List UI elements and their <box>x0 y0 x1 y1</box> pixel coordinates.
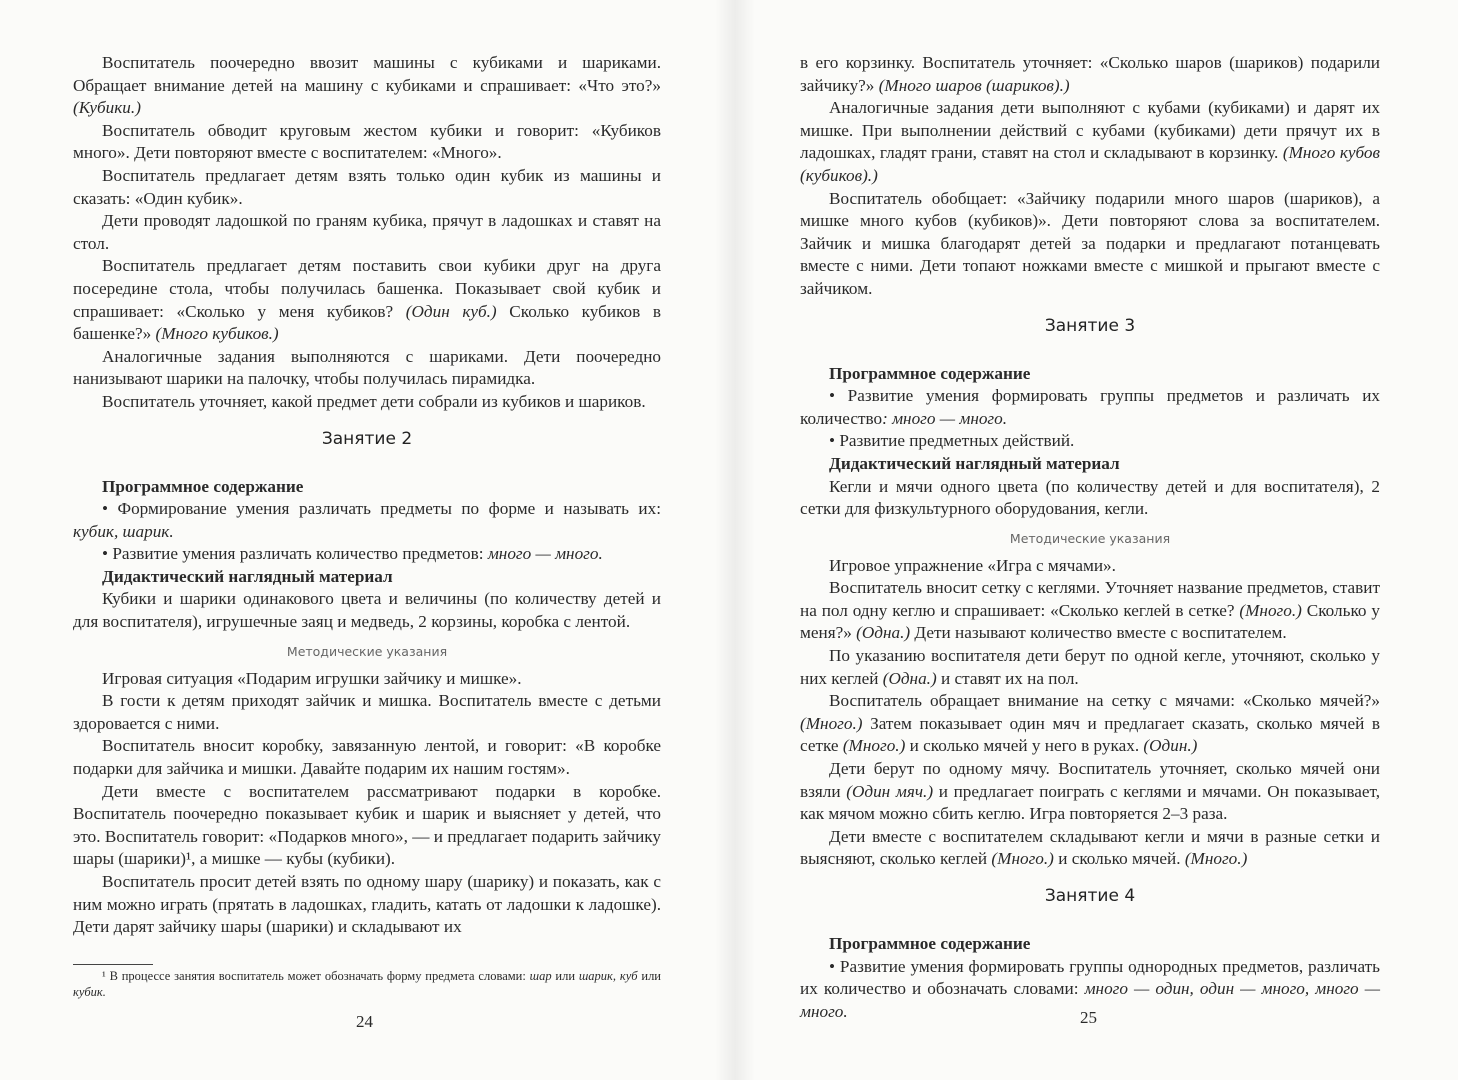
italic-text: (Одна.) <box>882 668 937 688</box>
italic-text: (Один мяч.) <box>846 781 934 801</box>
paragraph <box>800 97 1380 187</box>
section-heading <box>73 566 661 589</box>
text-run: Сколько у меня?» <box>800 600 1380 643</box>
paragraph-continued <box>800 52 1380 97</box>
text-run: и ставят их на пол. <box>936 668 1079 688</box>
text-run: Воспитатель просит детей взять по одному шару (шарику) и показать, как с ним можно играть (прятать в ладошках, гладить, катать от ладошки к ладошке). Дети дарят зайчику шары (шарики) и складывают их <box>73 872 661 937</box>
text-run: в его корзинку. Воспитатель уточняет: «Сколько шаров (шариков) подарили зайчику?» <box>800 53 1380 95</box>
italic-text: (Много.) <box>1184 849 1248 869</box>
italic-text: шар <box>529 969 552 983</box>
lesson-heading <box>800 885 1380 907</box>
paragraph <box>800 577 1380 645</box>
italic-text: много — один, один — много, много — много. <box>800 979 1380 1021</box>
text-run: ¹ В процессе занятия воспитатель может обозначать форму предмета словами: <box>102 969 530 983</box>
text-run: и сколько мячей. <box>1053 849 1185 869</box>
text-run: • Развитие умения формировать группы однородных предметов, различать их количество и обозначать словами: <box>800 956 1380 999</box>
text-run: Игровая ситуация «Подарим игрушки зайчику и мишке». <box>102 668 522 688</box>
lesson-heading <box>800 315 1380 337</box>
text-run: Воспитатель предлагает детям поставить свои кубики друг на друга посередине стола, чтобы получилась башенка. Показывает свой кубик и спрашивает: «Сколько у меня кубиков? <box>73 256 661 321</box>
paragraph <box>800 385 1380 430</box>
text-run: Воспитатель обобщает: «Зайчику подарили много шаров (шариков), а мишке много кубов (кубиков)». Дети повторяют слова за воспитателем. Зайчик и мишка благодарят детей за подарки и предлагают потанцевать вместе с ними. Дети топают ножками вместе с мишкой и прыгают вместе с зайчиком. <box>800 188 1380 298</box>
text-run: Аналогичные задания выполняются с шариками. Дети поочередно нанизывают шарики на палочку, чтобы получилась пирамидка. <box>73 346 661 389</box>
text-run: Аналогичные задания дети выполняют с кубами (кубиками) и дарят их мишке. При выполнении действий с кубами (кубиками) дети прячут их в ладошках, гладят грани, ставят на стол и складывают в корзинку. <box>800 98 1380 163</box>
italic-text: (Много.) <box>800 713 863 733</box>
paragraph <box>73 690 661 735</box>
italic-text: (Много кубов (кубиков).) <box>800 143 1380 185</box>
italic-text: : много — много. <box>882 408 1008 428</box>
paragraph <box>73 210 661 255</box>
text-run: Занятие 3 <box>1044 315 1136 336</box>
paragraph <box>800 430 1380 453</box>
page-right <box>800 52 1380 1023</box>
text-run: В гости к детям приходят зайчик и мишка. Воспитатель вместе с детьми здоровается с ними. <box>73 691 661 733</box>
paragraph <box>73 668 661 691</box>
text-run: Сколько кубиков в башенке?» <box>73 301 661 344</box>
italic-text: (Много.) <box>1239 600 1302 620</box>
paragraph <box>73 588 661 633</box>
text-run: Воспитатель обращает внимание на сетку с мячами: «Сколько мячей?» <box>829 691 1380 711</box>
paragraph <box>73 346 661 391</box>
text-run: Воспитатель предлагает детям взять только один кубик из машины и сказать: «Один кубик». <box>73 165 661 208</box>
section-heading <box>800 453 1380 476</box>
italic-text: (Один куб.) <box>405 301 497 321</box>
paragraph <box>73 781 661 871</box>
footnote-rule <box>73 964 153 965</box>
paragraph <box>73 120 661 165</box>
paragraph <box>73 165 661 210</box>
text-run: Программное содержание <box>829 363 1031 383</box>
text-run: или <box>551 969 579 983</box>
text-run: Методические указания <box>286 643 448 659</box>
text-run: Воспитатель вносит коробку, завязанную лентой, и говорит: «В коробке подарки для зайчика и мишки. Давайте подарим их нашим гостям». <box>73 736 661 779</box>
book-gutter <box>715 0 755 1080</box>
italic-text: кубик, шарик. <box>73 521 174 541</box>
section-heading <box>73 476 661 499</box>
paragraph <box>73 871 661 939</box>
text-run: • Развитие умения формировать группы предметов и различать их количество <box>800 386 1380 428</box>
footnote <box>73 968 661 1000</box>
text-run: Кубики и шарики одинакового цвета и величины (по количеству детей и для воспитателя), игрушечные заяц и медведь, 2 корзины, коробка с лентой. <box>73 589 661 632</box>
text-run: Дидактический наглядный материал <box>829 453 1120 473</box>
text-run: и сколько мячей у него в руках. <box>905 736 1144 756</box>
paragraph <box>73 735 661 780</box>
text-run: По указанию воспитателя дети берут по одной кегле, уточняют, сколько у них кеглей <box>800 646 1380 688</box>
text-run: Методические указания <box>1009 530 1171 546</box>
text-run: Воспитатель поочередно ввозит машины с кубиками и шариками. Обращает внимание детей на машину с кубиками и спрашивает: «Что это?» <box>73 53 661 95</box>
paragraph <box>73 52 661 120</box>
subsection-heading <box>800 529 1380 549</box>
text-run: Дети называют количество вместе с воспитателем. <box>910 623 1287 643</box>
paragraph <box>800 690 1380 758</box>
text-run: Воспитатель вносит сетку с кеглями. Уточняет название предметов, ставит на пол одну кеглю и спрашивает: «Сколько кеглей в сетке? <box>800 578 1380 620</box>
paragraph <box>800 645 1380 690</box>
page-number-left: 24 <box>356 1012 373 1031</box>
italic-text: (Один.) <box>1143 736 1198 756</box>
paragraph <box>800 188 1380 301</box>
text-run: • Формирование умения различать предметы по форме и называть их: <box>102 499 661 519</box>
text-run: Дети вместе с воспитателем рассматривают подарки в коробке. Воспитатель поочередно показывает кубик и шарик и выясняет у детей, что это. Воспитатель говорит: «Подарков много», — и предлагает подарить зайчику шары (шарики)¹, а мишке — кубы (кубики). <box>73 781 661 869</box>
section-heading <box>800 933 1380 956</box>
italic-text: (Много.) <box>842 736 906 756</box>
italic-text: шарик, куб <box>578 969 638 983</box>
text-run: или <box>637 969 661 983</box>
italic-text: (Много кубиков.) <box>155 324 279 344</box>
paragraph <box>800 476 1380 521</box>
text-run: Программное содержание <box>102 476 304 496</box>
text-run: Затем показывает один мяч и предлагает сказать, сколько мячей в сетке <box>800 713 1380 756</box>
italic-text: (Много шаров (шариков).) <box>878 75 1070 95</box>
paragraph <box>73 391 661 414</box>
text-run: • Развитие предметных действий. <box>829 431 1075 451</box>
paragraph <box>800 758 1380 826</box>
page-number-right: 25 <box>1080 1008 1097 1027</box>
text-run: Занятие 4 <box>1044 886 1136 906</box>
text-run: Дети проводят ладошкой по граням кубика, прячут в ладошках и ставят на стол. <box>73 211 661 253</box>
text-run: Дети берут по одному мячу. Воспитатель уточняет, сколько мячей они взяли <box>800 759 1380 801</box>
paragraph <box>800 555 1380 578</box>
italic-text: (Одна.) <box>856 623 911 643</box>
paragraph <box>73 255 661 345</box>
page-left <box>73 52 661 939</box>
text-run: Программное содержание <box>829 934 1031 953</box>
italic-text: (Много.) <box>991 849 1054 869</box>
italic-text: много — много. <box>487 544 603 564</box>
paragraph <box>800 826 1380 871</box>
text-run: и предлагает поиграть с кеглями и мячами. Он показывает, как мячом можно сбить кеглю. Игра повторяется 2–3 раза. <box>800 781 1380 824</box>
paragraph <box>73 543 661 566</box>
subsection-heading <box>73 642 661 662</box>
section-heading <box>800 363 1380 386</box>
italic-text: (Кубики.) <box>73 98 141 118</box>
text-run: Дидактический наглядный материал <box>102 566 393 586</box>
text-run: Воспитатель обводит круговым жестом кубики и говорит: «Кубиков много». Дети повторяют вместе с воспитателем: «Много». <box>73 120 661 163</box>
italic-text: кубик. <box>73 985 106 999</box>
text-run: Кегли и мячи одного цвета (по количеству детей и для воспитателя), 2 сетки для физкультурного оборудования, кегли. <box>800 476 1380 519</box>
text-run: Игровое упражнение «Игра с мячами». <box>829 555 1116 575</box>
text-run: • Развитие умения различать количество предметов: <box>102 544 488 564</box>
text-run: Воспитатель уточняет, какой предмет дети собрали из кубиков и шариков. <box>102 391 646 411</box>
text-run: Дети вместе с воспитателем складывают кегли и мячи в разные сетки и выясняют, сколько кеглей <box>800 826 1380 869</box>
lesson-heading <box>73 428 661 450</box>
text-run: Занятие 2 <box>321 428 413 449</box>
paragraph <box>73 498 661 543</box>
